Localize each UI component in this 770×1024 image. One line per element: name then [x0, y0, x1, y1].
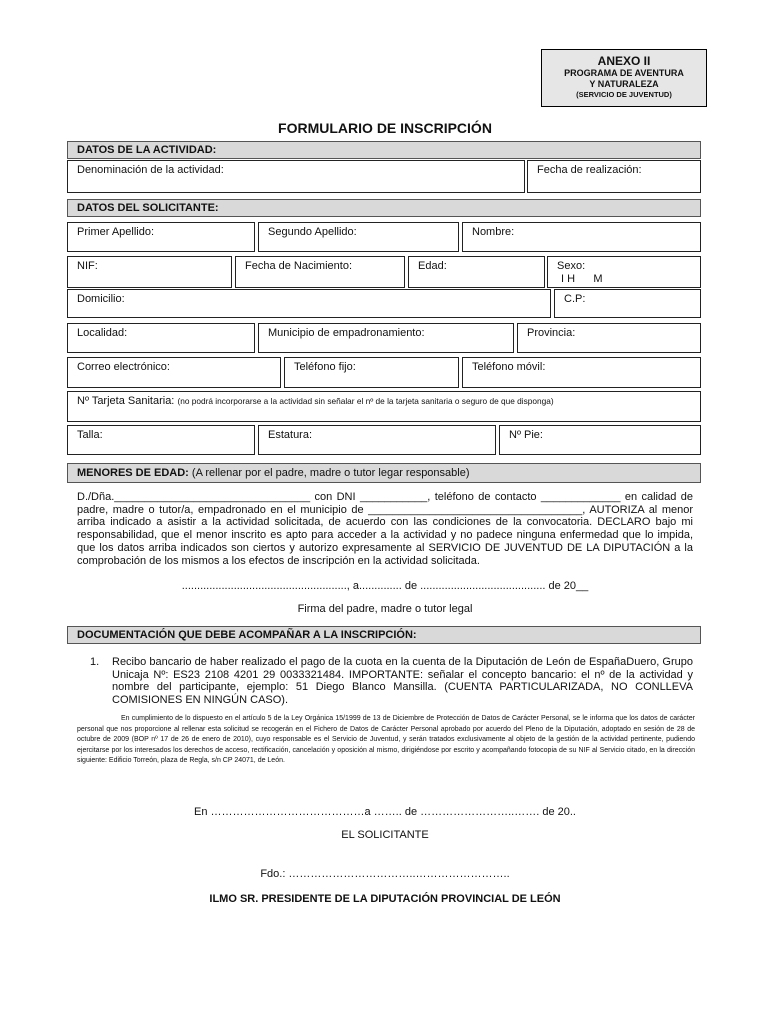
footer-place-date: En ……………………………………a …….. de ……………………..……. de 20.. — [193, 806, 576, 818]
activity-date-field[interactable]: Fecha de realización: — [527, 160, 701, 193]
activity-section-header: DATOS DE LA ACTIVIDAD: — [67, 141, 701, 159]
doc-item-number: 1. — [90, 656, 100, 668]
sex-label: Sexo: — [557, 260, 586, 272]
landline-field[interactable]: Teléfono fijo: — [284, 357, 459, 388]
addressee: ILMO SR. PRESIDENTE DE LA DIPUTACIÓN PROVINCIAL DE LEÓN — [209, 893, 561, 905]
minors-section-header — [67, 463, 701, 483]
municipality-field[interactable]: Municipio de empadronamiento: — [258, 323, 514, 353]
doc-item-text: Recibo bancario de haber realizado el pago de la cuota en la cuenta de la Diputación de León de EspañaDuero, Grupo Unicaja Nº: ES23 2108 4201 29 0033321484. IMPORTANTE: señalar el concepto bancario: el nº de la actividad y nombre del participante, ejemplo: 51 Diego Blanco Mansilla. (CUENTA PARTICULARIZADA, NO CONLLEVA COMISIONES EN NINGÚN CASO). — [112, 656, 693, 707]
sex-options[interactable]: I H M — [561, 273, 603, 285]
email-field[interactable]: Correo electrónico: — [67, 357, 281, 388]
province-field[interactable]: Provincia: — [517, 323, 701, 353]
minors-place-date: ......................................................, a.............. de ......................................... de 20__ — [181, 580, 589, 592]
minors-header-label: MENORES DE EDAD: — [77, 467, 189, 479]
second-surname-field[interactable]: Segundo Apellido: — [258, 222, 459, 252]
annex-box — [541, 49, 707, 107]
health-card-label: Nº Tarjeta Sanitaria: — [77, 395, 175, 407]
health-card-field[interactable] — [67, 391, 701, 422]
age-field[interactable]: Edad: — [408, 256, 545, 288]
address-field[interactable]: Domicilio: — [67, 289, 551, 318]
birth-date-field[interactable]: Fecha de Nacimiento: — [235, 256, 405, 288]
nif-field[interactable]: NIF: — [67, 256, 232, 288]
applicant-section-header: DATOS DEL SOLICITANTE: — [67, 199, 701, 217]
legal-notice: En cumplimiento de lo dispuesto en el artículo 5 de la Ley Orgánica 15/1999 de 13 de Diciembre de Protección de Datos de Carácter Personal, se le informa que los datos de carácter personal que nos proporcione al rellenar esta solicitud se recogerán en el Fichero de Datos de Carácter Personal aprobado por acuerdo del Pleno de la Diputación, adoptado en sesión de 28 de octubre de 2009 (BOP nº 17 de 26 de enero de 2010), cuyo responsable es el Servicio de Juventud, y serán tratados exclusivamente al objeto de la gestión de la actividad pertinente, pudiendo ejercitarse por los interesados los derechos de acceso, rectificación, cancelación y oposición al mismo, dirigiéndose por escrito y acompañando fotocopia de su NIF al Servicio citado, en la dirección siguiente: Edificio Torreón, plaza de Regla, s/n CP 24071, de León. — [77, 715, 695, 765]
service-label: (SERVICIO DE JUVENTUD) — [576, 90, 672, 99]
annex-title: ANEXO II — [597, 54, 651, 68]
activity-name-field[interactable]: Denominación de la actividad: — [67, 160, 525, 193]
sex-field[interactable] — [547, 256, 701, 288]
height-field[interactable]: Estatura: — [258, 425, 496, 455]
shoe-size-field[interactable]: Nº Pie: — [499, 425, 701, 455]
first-surname-field[interactable]: Primer Apellido: — [67, 222, 255, 252]
locality-field[interactable]: Localidad: — [67, 323, 255, 353]
program-line-2: Y NATURALEZA — [589, 79, 659, 89]
program-line-1: PROGRAMA DE AVENTURA — [564, 68, 684, 78]
mobile-field[interactable]: Teléfono móvil: — [462, 357, 701, 388]
documentation-section-header: DOCUMENTACIÓN QUE DEBE ACOMPAÑAR A LA INSCRIPCIÓN: — [67, 626, 701, 644]
size-field[interactable]: Talla: — [67, 425, 255, 455]
postal-code-field[interactable]: C.P: — [554, 289, 701, 318]
guardian-signature-label: Firma del padre, madre o tutor legal — [297, 603, 473, 615]
signed-line: Fdo.: ……………………………..…………………….. — [260, 868, 510, 880]
health-card-note: (no podrá incorporarse a la actividad sin señalar el nº de la tarjeta sanitaria o seguro de que disponga) — [177, 396, 554, 406]
minors-authorization-paragraph: D./Dña.________________________________ con DNI ___________, teléfono de contacto _____________ en calidad de padre, madre o tutor/a, empadronado en el municipio de ___________________________________, AUTORIZA al menor arriba indicado a asistir a la actividad solicitada, de acuerdo con las condiciones de la convocatoria. DECLARO bajo mi responsabilidad, que el menor inscrito es apto para acceder a la actividad y no padece ninguna enfermedad que lo impida, que los datos arriba indicados son ciertos y autorizo expresamente al SERVICIO DE JUVENTUD DE LA DIPUTACIÓN a la comprobación de los mismos a los efectos de inscripción en la actividad solicitada. — [77, 491, 693, 567]
minors-header-note: (A rellenar por el padre, madre o tutor legar responsable) — [191, 467, 470, 479]
form-title: FORMULARIO DE INSCRIPCIÓN — [278, 120, 492, 136]
applicant-label: EL SOLICITANTE — [341, 829, 429, 841]
name-field[interactable]: Nombre: — [462, 222, 701, 252]
